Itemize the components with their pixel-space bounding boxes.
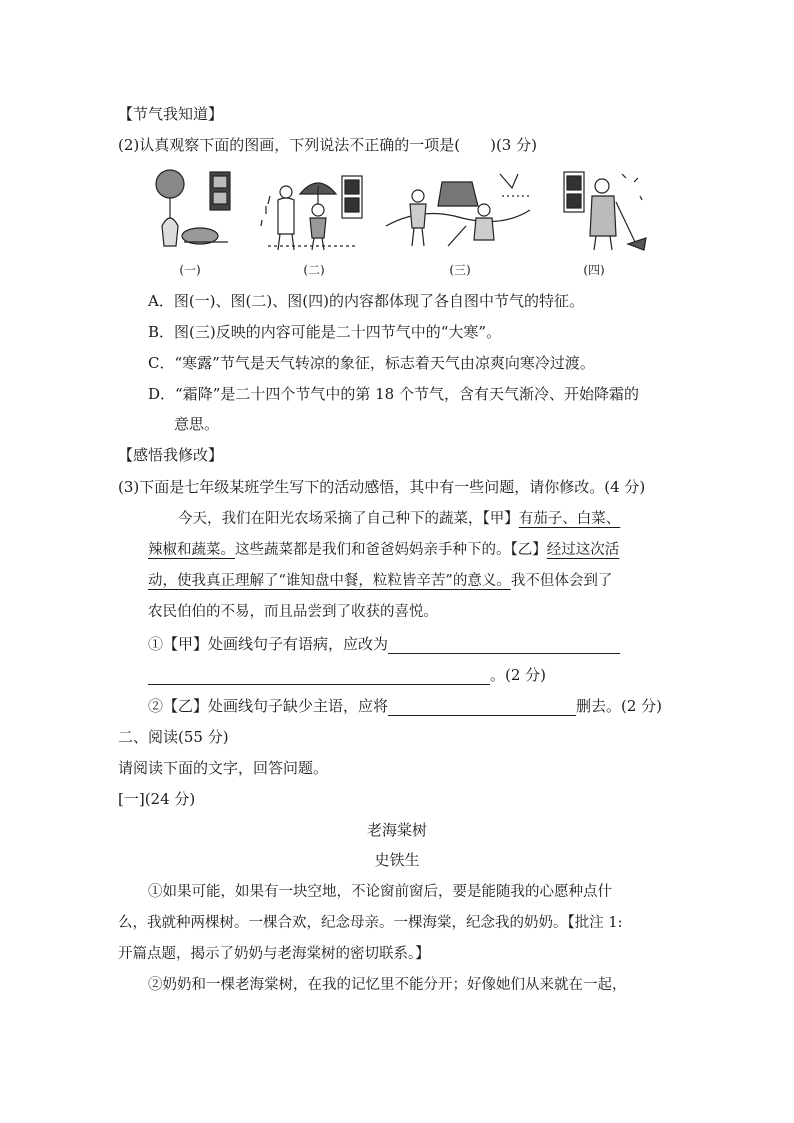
underlined-sentence-yi-end: 动，使我真正理解了“谁知盘中餐，粒粒皆辛苦”的意义。 xyxy=(148,573,511,589)
question-2-stem: (2)认真观察下面的图画，下列说法不正确的一项是( )(3 分) xyxy=(118,136,537,154)
sub-question-1-cont xyxy=(148,665,546,685)
article-title: 老海棠树 xyxy=(366,821,427,839)
sub-question-2-tail: 删去。(2 分) xyxy=(576,697,663,715)
option-b: B．图(三)反映的内容可能是二十四节气中的“大寒”。 xyxy=(148,323,502,341)
illustration-2-image xyxy=(258,166,366,254)
section-header-solar-terms: 【节气我知道】 xyxy=(118,105,224,123)
passage-text: 今天，我们在阳光农场采摘了自己种下的蔬菜，【甲】 xyxy=(178,511,519,527)
article-p1-line2: 么，我就种两棵树。一棵合欢，纪念母亲。一棵海棠，纪念我的奶奶。【批注 1: xyxy=(118,915,623,931)
illustration-1-image xyxy=(148,166,240,254)
answer-blank-1b[interactable] xyxy=(148,668,490,685)
section-header-reflection: 【感悟我修改】 xyxy=(118,446,224,464)
underlined-sentence-yi: 经过这次活 xyxy=(546,542,620,558)
passage-line-1 xyxy=(178,509,620,529)
passage-line-2 xyxy=(148,540,619,560)
caption-3: (三) xyxy=(449,263,471,277)
illustration-4-image xyxy=(556,166,648,254)
underlined-sentence-jia-end: 辣椒和蔬菜。 xyxy=(148,542,235,558)
caption-4: (四) xyxy=(583,263,605,277)
article-author: 史铁生 xyxy=(374,851,420,869)
sub-question-1-score: 。(2 分) xyxy=(490,666,547,684)
part-2-header: 二、阅读(55 分) xyxy=(118,728,229,746)
sub-question-2-text: ②【乙】处画线句子缺少主语，应将 xyxy=(148,697,389,715)
article-p1-line3: 开篇点题，揭示了奶奶与老海棠树的密切联系。】 xyxy=(118,946,430,962)
passage-text: 我不但体会到了 xyxy=(510,573,613,589)
article-p2-line1: ②奶奶和一棵老海棠树，在我的记忆里不能分开；好像她们从来就在一起， xyxy=(148,977,627,993)
question-3-stem: (3)下面是七年级某班学生写下的活动感悟，其中有一些问题，请你修改。(4 分) xyxy=(118,478,646,496)
caption-2: (二) xyxy=(303,263,325,277)
caption-1: (一) xyxy=(179,263,201,277)
passage-text: 这些蔬菜都是我们和爸爸妈妈亲手种下的。【乙】 xyxy=(235,542,547,558)
reading-subsection: [一](24 分) xyxy=(118,790,196,808)
option-d-line2: 意思。 xyxy=(174,415,220,433)
option-d-line1: D．“霜降”是二十四个节气中的第 18 个节气，含有天气渐冷、开始降霜的 xyxy=(148,385,639,403)
option-c: C．“寒露”节气是天气转凉的象征，标志着天气由凉爽向寒冷过渡。 xyxy=(148,354,595,372)
passage-line-4: 农民伯伯的不易，而且品尝到了收获的喜悦。 xyxy=(148,604,438,620)
illustration-3-image xyxy=(382,166,534,254)
answer-blank-2[interactable] xyxy=(388,699,576,716)
article-p1-line1: ①如果可能，如果有一块空地，不论窗前窗后，要是能随我的心愿种点什 xyxy=(148,884,612,900)
sub-question-1-text: ①【甲】处画线句子有语病，应改为 xyxy=(148,635,389,653)
underlined-sentence-jia: 有茄子、白菜、 xyxy=(518,511,621,527)
sub-question-1 xyxy=(148,634,620,654)
answer-blank-1a[interactable] xyxy=(388,637,620,654)
sub-question-2 xyxy=(148,696,662,716)
reading-instruction: 请阅读下面的文字，回答问题。 xyxy=(118,759,329,777)
option-a: A．图(一)、图(二)、图(四)的内容都体现了各自图中节气的特征。 xyxy=(148,292,584,310)
passage-line-3 xyxy=(148,571,612,591)
